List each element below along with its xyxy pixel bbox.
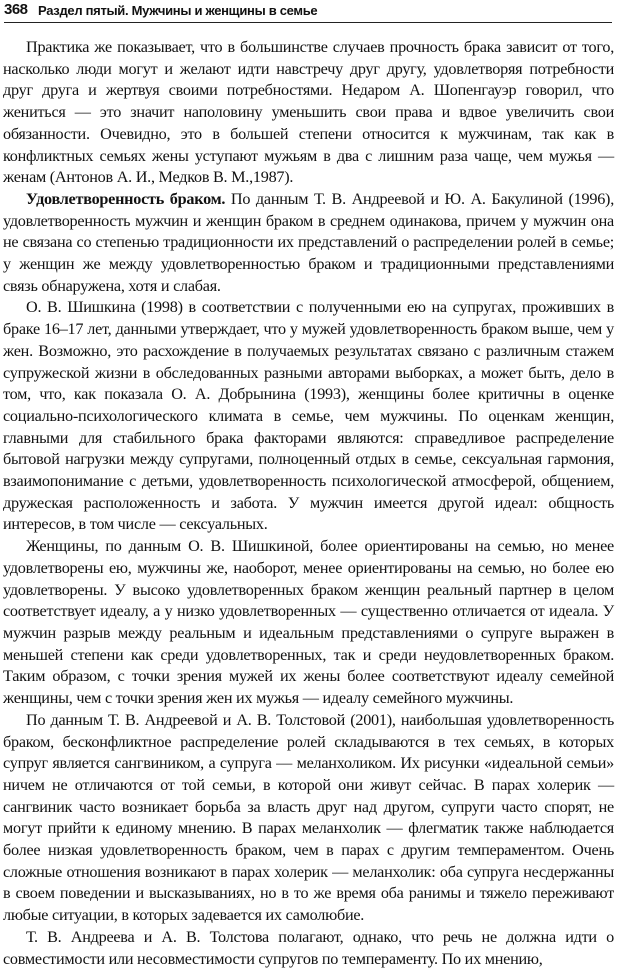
paragraph-marriage-satisfaction <box>3 189 614 298</box>
paragraph-text: По данным Т. В. Андреевой и Ю. А. Бакулиной (1996), удовлетворенность мужчин и женщин браком в среднем одинакова, причем у мужчин она не связана со степенью традиционности их представлений о распределении ролей в семье; у женщин же между удовлетворенностью браком и традиционными представлениями связь обнаружена, хотя и слабая. <box>3 189 614 295</box>
paragraph-women-orientation <box>3 536 614 710</box>
page-number: 368 <box>4 1 28 18</box>
paragraph-lead: Удовлетворенность браком. <box>26 189 226 208</box>
paragraph-text: О. В. Шишкина (1998) в соответствии с полученными ею на супругах, проживших в браке 16–17 лет, данными утверждает, что у мужей удовлетворенность браком выше, чем у жен. Возможно, это расхождение в получаемых результатах связано с различным стажем супружеской жизни в обследованных разными авторами выборках, а может быть, дело в том, что, как показала О. А. Добрынина (1993), женщины более критичны в оценке социально-психологического климата в семье, чем мужчины. По оценкам женщин, главными для стабильного брака факторами являются: справедливое распределение бытовой нагрузки между супругами, полноценный отдых в семье, сексуальная гармония, взаимопонимание с детьми, удовлетворенность психологической атмосферой, общением, дружеская расположенность и забота. У мужчин имеется другой идеал: общность интересов, в том числе — сексуальных. <box>3 298 614 534</box>
paragraph-practice <box>3 37 614 189</box>
paragraph-temperament <box>3 710 614 927</box>
paragraph-text: Женщины, по данным О. В. Шишкиной, более ориентированы на семью, но менее удовлетворены ею, мужчины же, наоборот, менее ориентированы на семью, но более ею удовлетворены. У высоко удовлетворенных браком женщин реальный партнер в целом соответствует идеалу, а у низко удовлетворенных — существенно отличается от идеала. У мужчин разрыв между реальным и идеальным представлениями о супруге выражен в меньшей степени как среди удовлетворенных, так и среди неудовлетворенных браком. Таким образом, с точки зрения мужей их жены более соответствуют идеалу семейной женщины, чем с точки зрения жен их мужья — идеалу семейного мужчины. <box>3 537 614 708</box>
running-header <box>4 2 612 23</box>
body-text <box>3 37 614 970</box>
paragraph-text: По данным Т. В. Андреевой и А. В. Толстовой (2001), наибольшая удовлетворенность браком, бесконфликтное распределение ролей складываются в тех семьях, в которых супруг является сангвиником, а супруга — меланхоликом. Их рисунки «идеальной семьи» ничем не отличаются от той семьи, в которой они живут сейчас. В парах холерик — сангвиник часто возникает борьба за власть друг над другом, супруги часто спорят, не могут прийти к единому мнению. В парах меланхолик — флегматик также наблюдается более низкая удовлетворенность браком, чем в парах с другим темпераментом. Очень сложные отношения возникают в парах холерик — меланхолик: оба супруга несдержанны в своем поведении и высказываниях, но в то же время оба ранимы и тяжело переживают любые ситуации, в которых задевается их самолюбие. <box>3 710 614 925</box>
paragraph-shishkina <box>3 297 614 536</box>
paragraph-text: Практика же показывает, что в большинстве случаев прочность брака зависит от того, насколько люди могут и желают идти навстречу друг другу, удовлетворяя потребности друг друга и жертвуя своими потребностями. Недаром А. Шопенгауэр говорил, что жениться — это значит наполовину уменьшить свои права и вдвое увеличить свои обязанности. Очевидно, это в большей степени относится к мужчинам, так как в конфликтных семьях жены уступают мужьям в два с лишним раза чаще, чем мужья — женам (Антонов А. И., Медков В. М.,1987). <box>3 38 614 187</box>
paragraph-compatibility <box>3 927 614 970</box>
paragraph-text: Т. В. Андреева и А. В. Толстова полагают, однако, что речь не должна идти о совместимости или несовместимости супругов по темпераменту. По их мнению, <box>3 927 614 968</box>
running-title: Раздел пятый. Мужчины и женщины в семье <box>38 3 318 18</box>
